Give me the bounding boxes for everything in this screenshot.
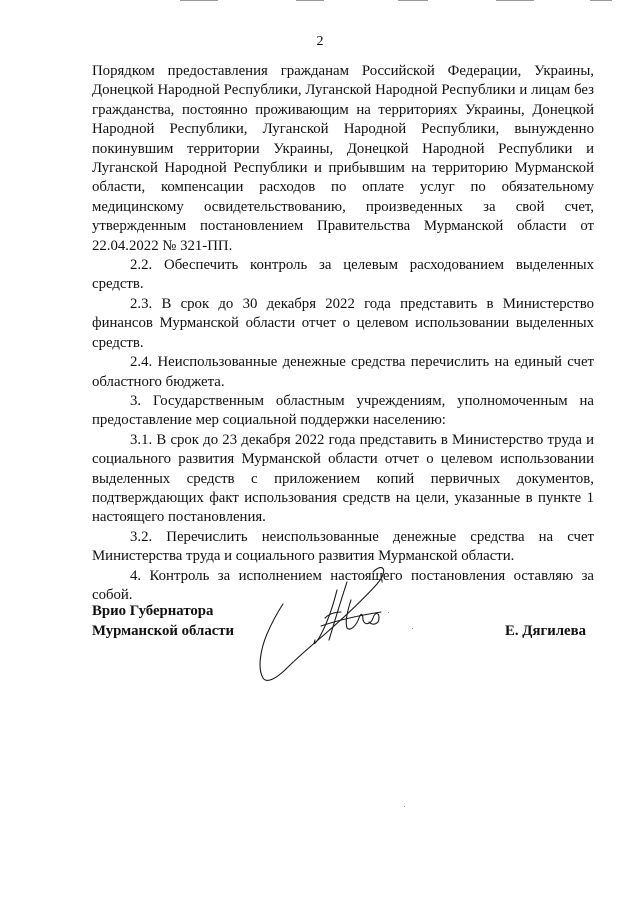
signatory-title-line2: Мурманской области [92, 623, 235, 639]
signatory-title [92, 601, 234, 641]
paragraph-2-4: 2.4. Неиспользованные денежные средства перечислить на единый счет областного бюджета. [92, 354, 594, 390]
scan-artifact [496, 0, 534, 1]
document-body [92, 62, 594, 605]
page-number: 2 [316, 34, 324, 49]
paragraph-3-1: 3.1. В срок до 23 декабря 2022 года представить в Министерство труда и социального развития Мурманской области отчет о целевом использовании выделенных средств с приложением копий первичных документов, подтверждающих факт использования средств на цели, указанные в пункте 1 настоящего постановления. [92, 431, 594, 526]
scan-artifact [590, 0, 612, 1]
paragraph-2-2: 2.2. Обеспечить контроль за целевым расходованием выделенных средств. [92, 257, 594, 293]
handwritten-signature [255, 560, 395, 690]
scan-speck [388, 612, 389, 613]
paragraph-continuation: Порядком предоставления гражданам Российской Федерации, Украины, Донецкой Народной Республики, Луганской Народной Республики и лицам без гражданства, постоянно проживающим на территориях Украины, Донецкой Народной Республики, Луганской Народной Республики, вынужденно покинувшим территории Украины, Донецкой Народной Республики и Луганской Народной Республики и прибывшим на территорию Мурманской области, компенсации расходов по оплате услуг по обязательному медицинскому освидетельствованию, произведенных за свой счет, утвержденным постановлением Правительства Мурманской области от 22.04.2022 № 321-ПП. [92, 63, 594, 254]
scan-artifact [398, 0, 428, 1]
paragraph-3: 3. Государственным областным учреждениям, уполномоченным на предоставление мер социальной поддержки населению: [92, 392, 594, 429]
scan-artifact [180, 0, 218, 1]
scan-speck [404, 806, 405, 807]
paragraph-3-2: 3.2. Перечислить неиспользованные денежные средства на счет Министерства труда и социального развития Мурманской области. [92, 528, 594, 565]
signatory-name: Е. Дягилева [505, 623, 586, 639]
scan-artifact [296, 0, 324, 1]
scan-speck [412, 628, 413, 629]
paragraph-4: 4. Контроль за исполнением настоящего постановления оставляю за собой. [92, 567, 594, 603]
signatory-title-line1: Врио Губернатора [92, 603, 214, 619]
paragraph-2-3: 2.3. В срок до 30 декабря 2022 года представить в Министерство финансов Мурманской области отчет о целевом использовании выделенных средств. [92, 295, 594, 351]
